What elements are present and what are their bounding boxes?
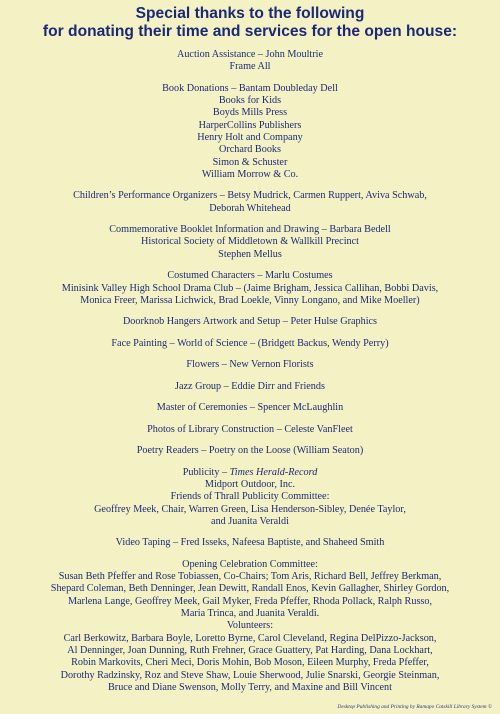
credit-line (0, 445, 500, 457)
credit-text: Dorothy Radzinsky, Roz and Steve Shaw, Louie Sherwood, Julie Snarski, Georgie Steinman, (60, 669, 440, 681)
credit-text: Face Painting – World of Science – (Bridgett Backus, Wendy Perry) (111, 337, 389, 349)
credit-text: Historical Society of Middletown & Wallkill Precinct (141, 236, 359, 248)
credit-text: and Juanita Veraldi (211, 515, 289, 527)
credit-text: Costumed Characters – Marlu Costumes (167, 270, 333, 282)
credit-line (0, 359, 500, 371)
credit-text: Geoffrey Meek, Chair, Warren Green, Lisa Henderson-Sibley, Denée Taylor, (94, 503, 406, 515)
credit-line (0, 270, 500, 282)
credit-section (0, 445, 500, 457)
credit-line (0, 467, 500, 479)
credit-text: Henry Holt and Company (197, 131, 303, 143)
credit-line (0, 596, 500, 608)
credit-text: Midport Outdoor, Inc. (204, 478, 296, 490)
credit-line (0, 424, 500, 436)
credit-text: Friends of Thrall Publicity Committee: (170, 491, 330, 503)
credit-line (0, 559, 500, 571)
credit-line (0, 682, 500, 694)
credit-text: Volunteers: (226, 620, 274, 632)
credit-text: Frame All (229, 61, 271, 73)
credit-text: Master of Ceremonies – Spencer McLaughlin (156, 402, 344, 414)
credit-text: Flowers – New Vernon Florists (186, 359, 314, 371)
credit-section (0, 424, 500, 436)
credit-text: Orchard Books (219, 144, 281, 156)
credit-text: Susan Beth Pfeffer and Rose Tobiassen, Co-Chairs; Tom Aris, Richard Bell, Jeffrey Berkman, (58, 571, 442, 583)
credit-text: HarperCollins Publishers (198, 119, 302, 131)
credit-line (0, 61, 500, 73)
publication-name: Times Herald-Record (229, 466, 318, 478)
credit-text: Books for Kids (218, 95, 282, 107)
credit-line (0, 608, 500, 620)
credit-text: Robin Markovits, Cheri Meci, Doris Mohin, Bob Moson, Eileen Murphy, Freda Pfeffer, (71, 657, 429, 669)
credit-line (0, 144, 500, 156)
credit-section (0, 537, 500, 549)
credit-section (0, 381, 500, 393)
credit-line (0, 83, 500, 95)
credit-line (0, 620, 500, 632)
credit-section (0, 359, 500, 371)
credit-line (0, 132, 500, 144)
credit-text: Publicity – (182, 466, 230, 478)
credit-line (0, 338, 500, 350)
title-line-2: for donating their time and services for the open house: (42, 23, 458, 40)
credit-section (0, 559, 500, 694)
credit-line (0, 316, 500, 328)
title-line-1: Special thanks to the following (135, 5, 365, 22)
credit-section (0, 316, 500, 328)
credit-line (0, 537, 500, 549)
credit-line (0, 283, 500, 295)
credit-section (0, 224, 500, 261)
credit-text: Boyds Mills Press (212, 107, 288, 119)
credit-line (0, 645, 500, 657)
credit-line (0, 670, 500, 682)
credit-text: Photos of Library Construction – Celeste VanFleet (147, 423, 353, 435)
credit-section (0, 402, 500, 414)
credit-text: Shepard Coleman, Beth Denninger, Jean Dewitt, Randall Enos, Kevin Gallagher, Shirley Gordon, (50, 583, 450, 595)
credit-line (0, 49, 500, 61)
credit-line (0, 107, 500, 119)
credit-line (0, 157, 500, 169)
credit-text: Deborah Whitehead (209, 202, 291, 214)
credit-line (0, 381, 500, 393)
credit-text: Video Taping – Fred Isseks, Nafeesa Baptiste, and Shaheed Smith (115, 537, 385, 549)
credit-line (0, 583, 500, 595)
credit-text: Bruce and Diane Swenson, Molly Terry, and Maxine and Bill Vincent (108, 681, 392, 693)
page-title (0, 5, 500, 41)
credit-line (0, 120, 500, 132)
credit-text: Jazz Group – Eddie Dirr and Friends (175, 380, 325, 392)
credit-line (0, 169, 500, 181)
credit-text: Children’s Performance Organizers – Betsy Mudrick, Carmen Ruppert, Aviva Schwab, (73, 190, 427, 202)
credit-text: Simon & Schuster (212, 156, 288, 168)
credit-line (0, 516, 500, 528)
credit-line (0, 249, 500, 261)
credit-line (0, 633, 500, 645)
credit-line (0, 190, 500, 202)
printer-credit: Desktop Publishing and Printing by Ramapo Catskill Library System © (337, 704, 492, 710)
credit-line (0, 224, 500, 236)
credit-text: Monica Freer, Marissa Lichwick, Brad Loekle, Vinny Longano, and Mike Moeller) (80, 294, 420, 306)
credit-text: Al Denninger, Joan Dunning, Ruth Frehner, Grace Guattery, Pat Harding, Dana Lockhart, (67, 644, 433, 656)
credit-section (0, 338, 500, 350)
credit-text: Maria Trinca, and Juanita Veraldi. (180, 608, 320, 620)
credit-line (0, 479, 500, 491)
credit-section (0, 270, 500, 307)
credit-section (0, 49, 500, 74)
credit-text: Auction Assistance – John Moultrie (176, 49, 323, 60)
credit-text: Doorknob Hangers Artwork and Setup – Peter Hulse Graphics (122, 316, 378, 328)
credit-section (0, 190, 500, 215)
credit-line (0, 571, 500, 583)
credit-text: Marlena Lange, Geoffrey Meek, Gail Myker, Freda Pfeffer, Rhoda Pollack, Ralph Russo, (67, 595, 433, 607)
credit-section (0, 467, 500, 528)
credit-text: William Morrow & Co. (201, 168, 299, 180)
credit-line (0, 657, 500, 669)
credit-text: Stephen Mellus (218, 248, 282, 260)
credit-text: Minisink Valley High School Drama Club – (Jaime Brigham, Jessica Callihan, Bobbi Davis, (61, 282, 439, 294)
credit-text: Opening Celebration Committee: (182, 558, 318, 570)
credits-list (0, 49, 500, 694)
credit-line (0, 491, 500, 503)
credit-line (0, 95, 500, 107)
credit-line (0, 236, 500, 248)
credit-line (0, 203, 500, 215)
credit-section (0, 83, 500, 181)
credit-line (0, 402, 500, 414)
credit-text: Book Donations – Bantam Doubleday Dell (162, 82, 338, 94)
credit-text: Carl Berkowitz, Barbara Boyle, Loretto Byrne, Carol Cleveland, Regina DelPizzo-Jackson, (63, 632, 437, 644)
credit-line (0, 295, 500, 307)
credit-text: Commemorative Booklet Information and Drawing – Barbara Bedell (109, 224, 391, 236)
credit-text: Poetry Readers – Poetry on the Loose (William Seaton) (136, 445, 364, 457)
credit-line (0, 504, 500, 516)
